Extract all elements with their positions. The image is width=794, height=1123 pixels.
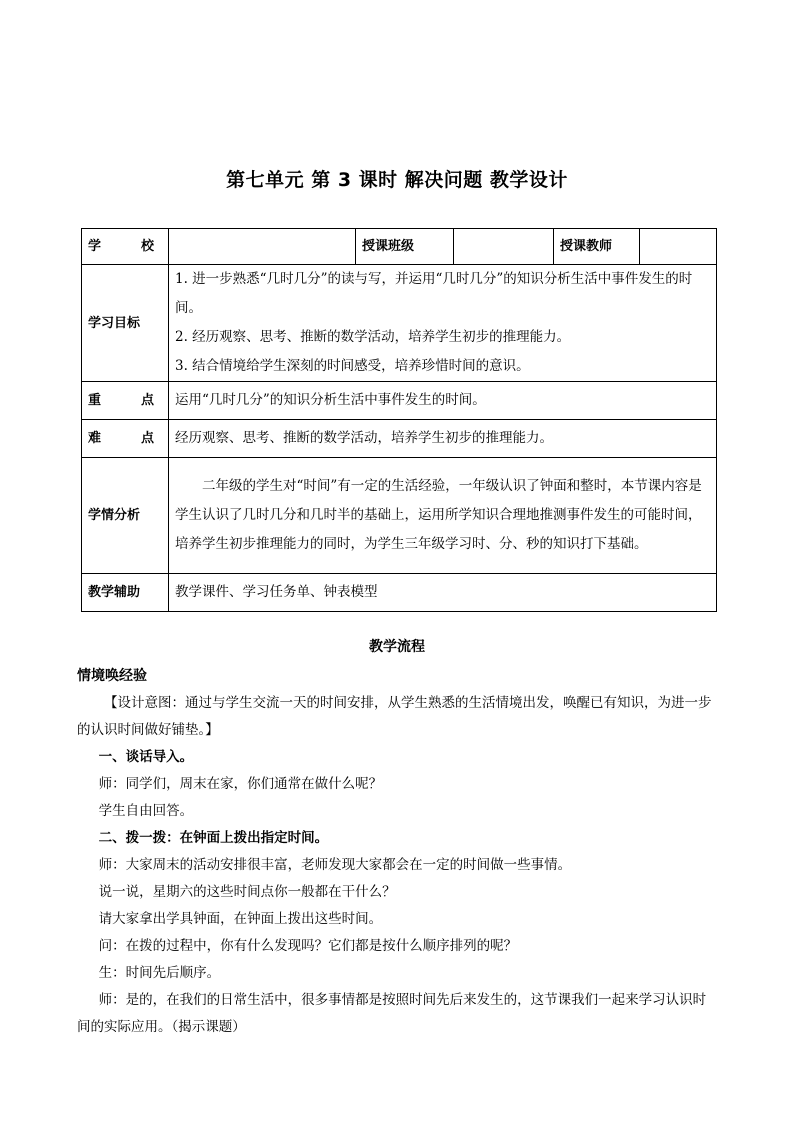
lesson-info-table — [81, 228, 717, 612]
step-heading: 二、拨一拨：在钟面上拨出指定时间。 — [98, 830, 329, 846]
objectives-cell — [169, 265, 717, 382]
analysis-text: 二年级的学生对“时间”有一定的生活经验，一年级认识了钟面和整时，本节课内容是学生认识了几时几分和几时半的基础上，运用所学知识合理地推测事件发生的可能时间，培养学生初步推理能力的同时，为学生三年级学习时、分、秒的知识打下基础。 — [175, 478, 702, 552]
info-row-objectives — [82, 265, 717, 382]
document-title: 第七单元 第 3 课时 解决问题 教学设计 — [226, 169, 568, 191]
class-value — [454, 229, 554, 265]
body-line: 学生自由回答。 — [98, 803, 194, 819]
body-line: 说一说，星期六的这些时间点你一般都在干什么？ — [98, 884, 396, 900]
difficulty-label: 难 点 — [82, 420, 169, 458]
key-point-text: 运用“几时几分”的知识分析生活中事件发生的时间。 — [169, 382, 717, 420]
info-row-key-point — [82, 382, 717, 420]
info-row-analysis — [82, 458, 717, 574]
aids-label: 教学辅助 — [82, 574, 169, 612]
flow-heading: 教学流程 — [369, 639, 425, 655]
info-row-difficulty — [82, 420, 717, 458]
school-label: 学 校 — [82, 229, 169, 265]
body-line: 师：是的，在我们的日常生活中，很多事情都是按照时间先后来发生的，这节课我们一起来学习认识时间的实际应用。（揭示课题） — [77, 992, 707, 1035]
objective-item: 2. 经历观察、思考、推断的数学活动，培养学生初步的推理能力。 — [175, 329, 571, 345]
info-row-aids — [82, 574, 717, 612]
body-line: 师：大家周末的活动安排很丰富，老师发现大家都会在一定的时间做一些事情。 — [98, 857, 572, 873]
key-point-label: 重 点 — [82, 382, 169, 420]
body-line: 请大家拿出学具钟面，在钟面上拨出这些时间。 — [98, 911, 383, 927]
objectives-label: 学习目标 — [82, 265, 169, 382]
info-row-school — [82, 229, 717, 265]
sub-heading: 情境唤经验 — [77, 668, 147, 684]
analysis-cell — [169, 458, 717, 574]
objective-item: 3. 结合情境给学生深刻的时间感受，培养珍惜时间的意识。 — [175, 358, 530, 374]
difficulty-text: 经历观察、思考、推断的数学活动，培养学生初步的推理能力。 — [169, 420, 717, 458]
analysis-label: 学情分析 — [82, 458, 169, 574]
lesson-body — [77, 663, 719, 1041]
body-line: 问：在拨的过程中，你有什么发现吗？它们都是按什么顺序排列的呢？ — [98, 938, 518, 954]
design-note: 【设计意图：通过与学生交流一天的时间安排，从学生熟悉的生活情境出发，唤醒已有知识，为进一步的认识时间做好铺垫。】 — [77, 695, 712, 738]
school-value — [169, 229, 356, 265]
teacher-value — [640, 229, 717, 265]
teacher-label: 授课教师 — [554, 229, 640, 265]
body-line: 生：时间先后顺序。 — [98, 965, 221, 981]
step-heading: 一、谈话导入。 — [98, 749, 194, 765]
objective-item: 1. 进一步熟悉“几时几分”的读与写，并运用“几时几分”的知识分析生活中事件发生的时间。 — [175, 271, 693, 316]
class-label: 授课班级 — [356, 229, 454, 265]
body-line: 师：同学们，周末在家，你们通常在做什么呢？ — [98, 776, 383, 792]
aids-text: 教学课件、学习任务单、钟表模型 — [169, 574, 717, 612]
